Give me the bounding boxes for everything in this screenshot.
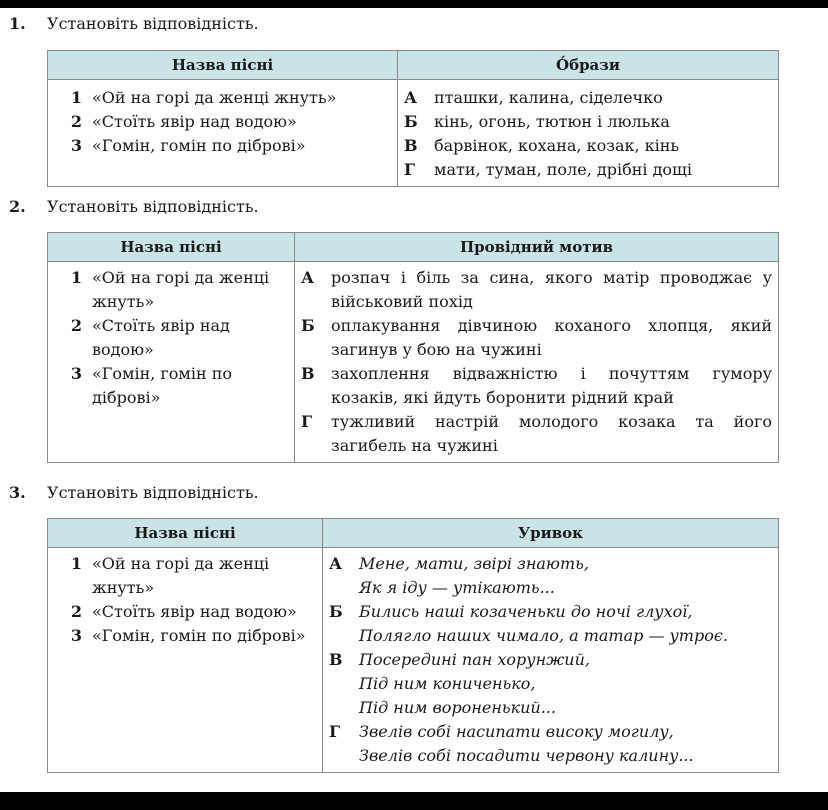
option-item: А пташки, калина, сіделечко bbox=[404, 88, 663, 107]
song-item: 1 «Ой на горі да женці жнуть» bbox=[70, 88, 337, 107]
song-item: 2 «Стоїть явір над водою» bbox=[70, 602, 297, 621]
option-item: Б оплакування дівчиною коханого хлопця, який загинув у бою на чужині bbox=[301, 316, 772, 359]
left-header: Назва пісні bbox=[48, 519, 323, 548]
task-number: 1. bbox=[9, 14, 26, 33]
excerpt-item: В Посередині пан хорунжий, Під ним кониченько, Під ним вороненький... bbox=[329, 650, 590, 717]
option-item: В барвінок, кохана, козак, кінь bbox=[404, 136, 680, 155]
song-item: 3 «Гомін, гомін по діброві» bbox=[70, 626, 306, 645]
excerpt-item: Б Бились наші козаченьки до ночі глухої, Полягло наших чимало, а татар — утроє. bbox=[329, 602, 728, 645]
task-1-heading bbox=[9, 14, 259, 33]
song-item: 3 «Гомін, гомін по діброві» bbox=[70, 136, 306, 155]
left-header: Назва пісні bbox=[48, 233, 295, 262]
song-item: 2 «Стоїть явір над водою» bbox=[70, 112, 297, 131]
option-item: Г мати, туман, поле, дрібні дощі bbox=[404, 160, 693, 179]
left-header: Назва пісні bbox=[48, 51, 398, 80]
option-item: Г тужливий настрій молодого козака та його загибель на чужині bbox=[301, 412, 772, 455]
song-item: 1 «Ой на горі да женці жнуть» bbox=[70, 268, 270, 311]
task-title: Установіть відповідність. bbox=[47, 14, 259, 33]
task-title: Установіть відповідність. bbox=[47, 483, 259, 502]
right-header: Провідний мотив bbox=[295, 233, 779, 262]
option-item: А розпач і біль за сина, якого матір проводжає у військовий похід bbox=[301, 268, 772, 311]
excerpt-item: А Мене, мати, звірі знають, Як я іду — утікають... bbox=[329, 554, 589, 597]
song-item: 2 «Стоїть явір над водою» bbox=[70, 316, 230, 359]
excerpt-item: Г Звелів собі насипати високу могилу, Звелів собі посадити червону калину... bbox=[329, 722, 694, 765]
option-item: В захоплення відважністю і почуттям гумору козаків, які йдуть боронити рідний край bbox=[301, 364, 772, 407]
task-3-table bbox=[47, 518, 779, 773]
task-1-table bbox=[47, 50, 779, 187]
task-2-table bbox=[47, 232, 779, 463]
task-3-heading bbox=[9, 483, 259, 502]
top-border bbox=[0, 0, 828, 8]
task-number: 3. bbox=[9, 483, 26, 502]
song-item: 3 «Гомін, гомін по діброві» bbox=[70, 364, 233, 407]
task-title: Установіть відповідність. bbox=[47, 197, 259, 216]
bottom-border bbox=[0, 792, 828, 810]
right-header: О́брази bbox=[398, 51, 779, 80]
song-item: 1 «Ой на горі да женці жнуть» bbox=[70, 554, 270, 597]
task-2-heading bbox=[9, 197, 259, 216]
right-header: Уривок bbox=[323, 519, 779, 548]
task-number: 2. bbox=[9, 197, 26, 216]
option-item: Б кінь, огонь, тютюн і люлька bbox=[404, 112, 670, 131]
